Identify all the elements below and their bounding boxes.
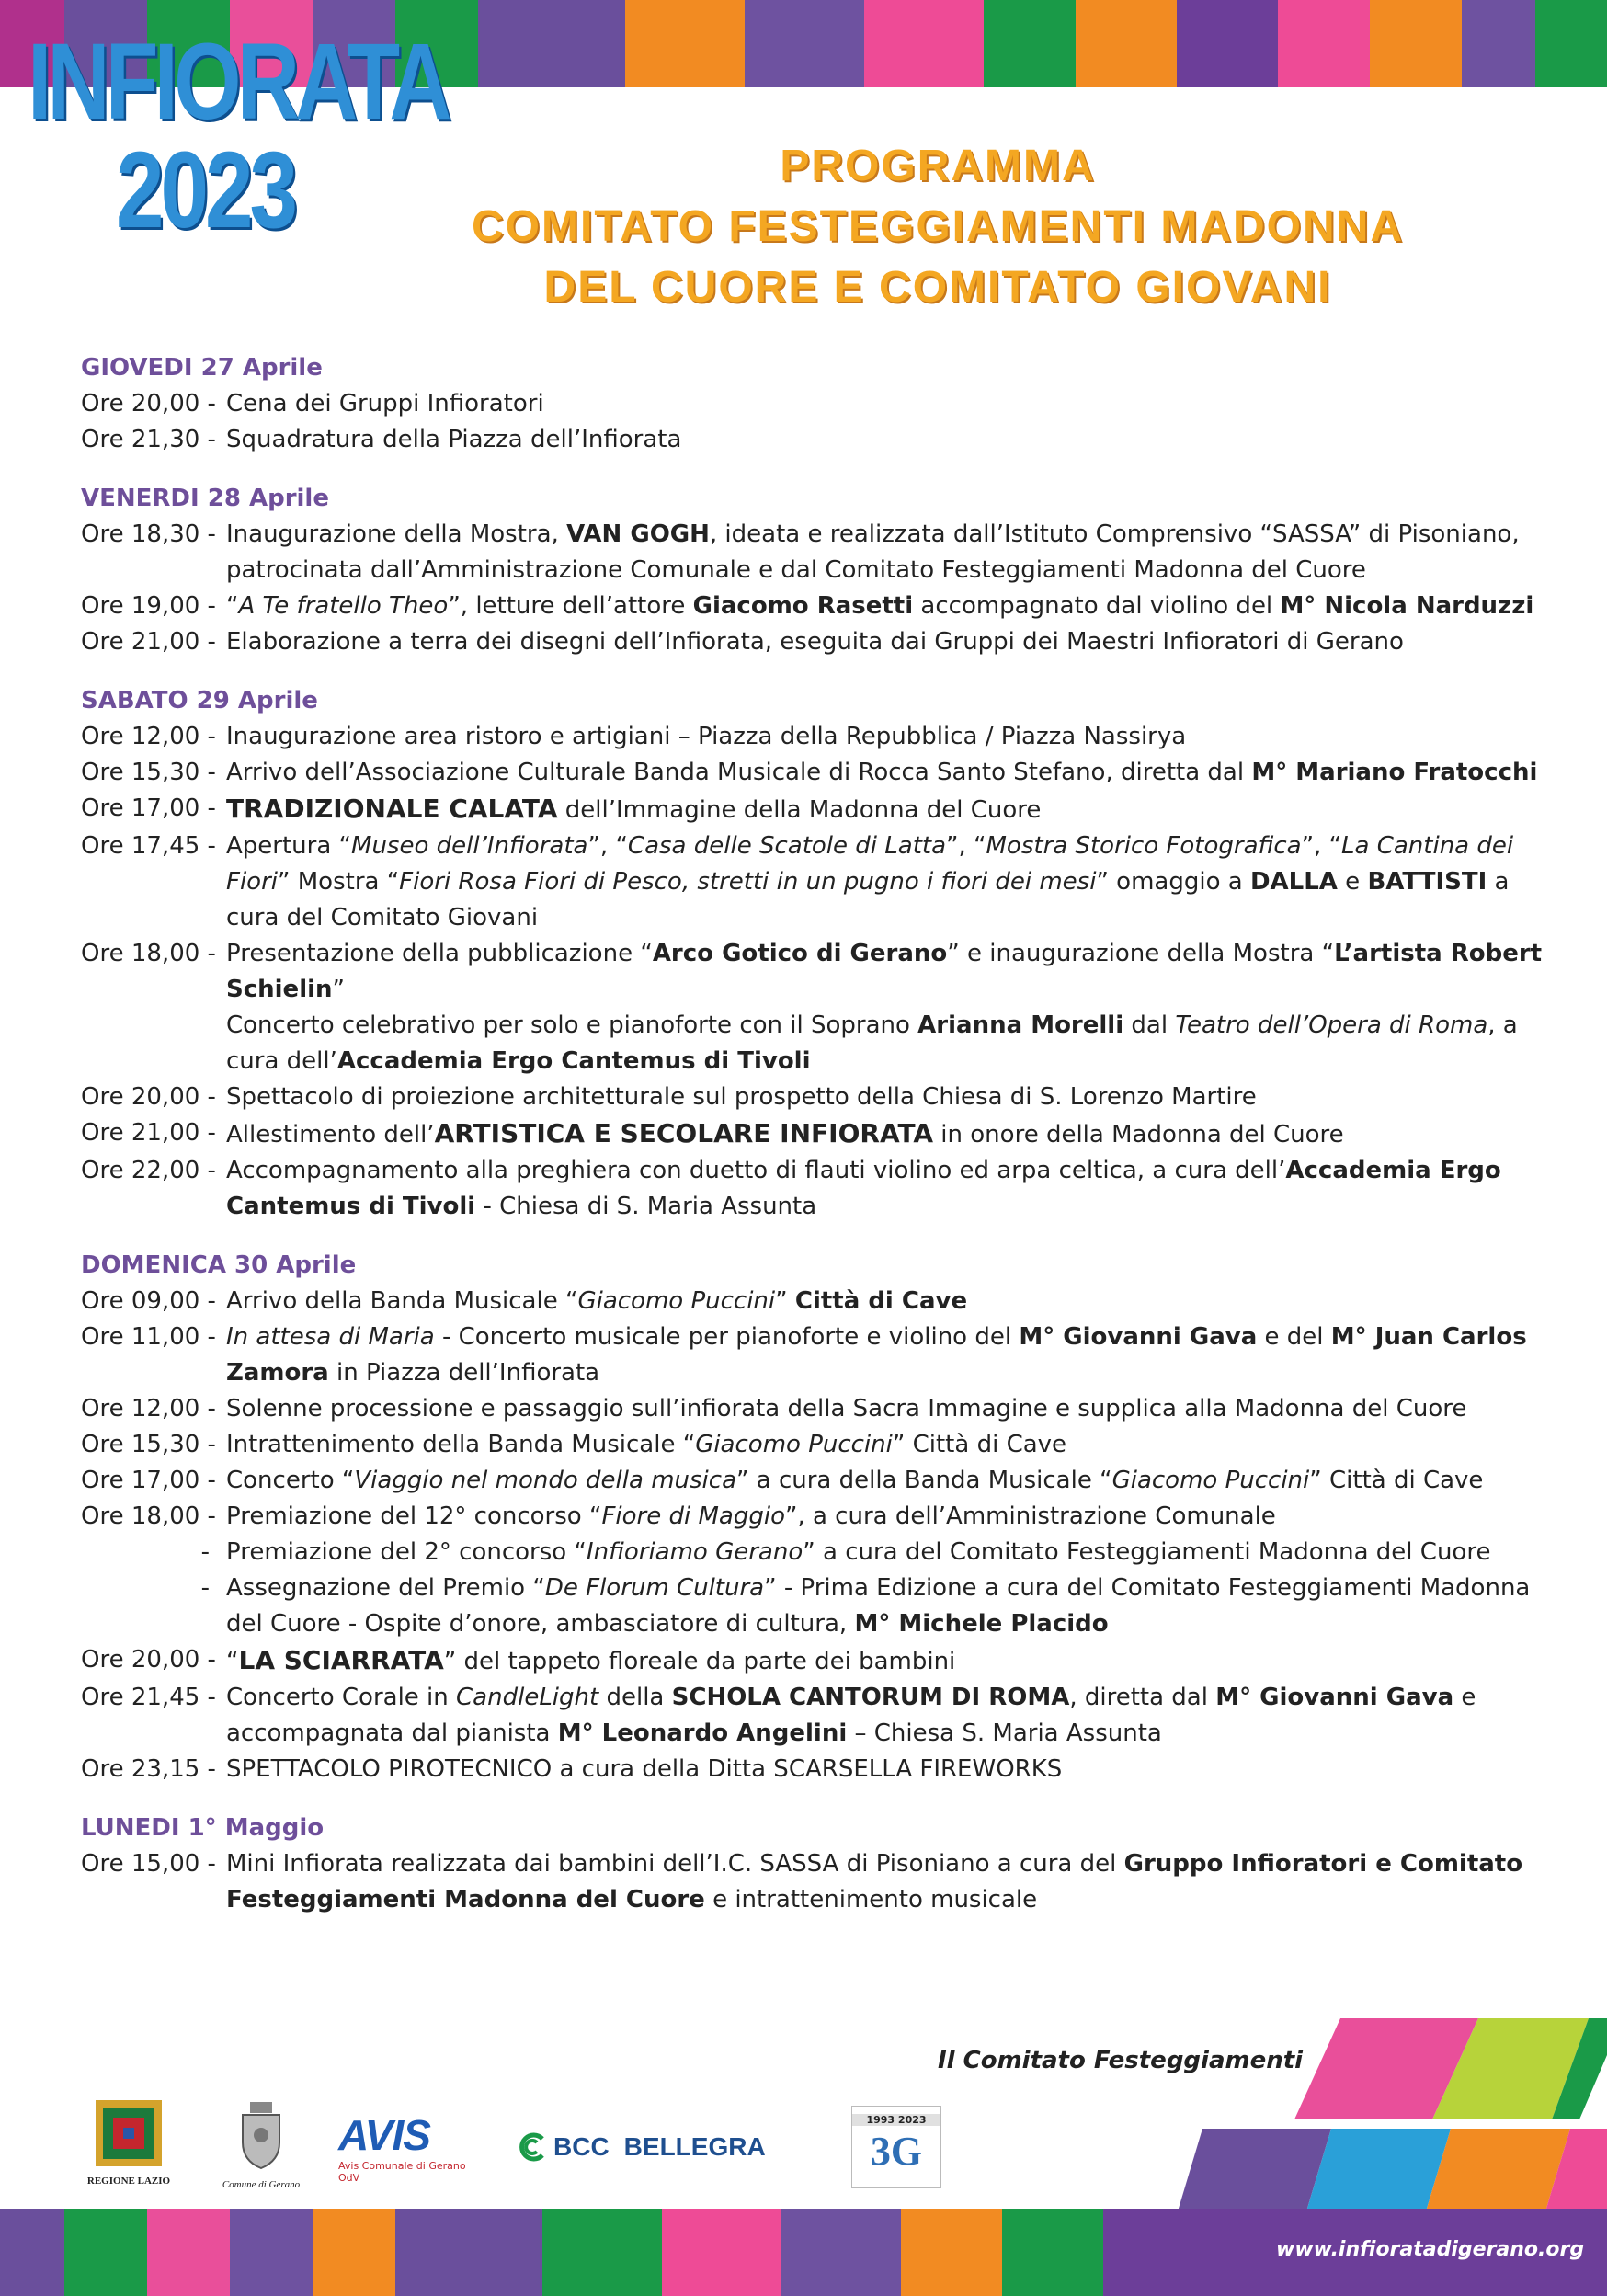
event-text: Viaggio nel mondo della musica [354, 1467, 737, 1494]
event-text: Accompagnamento alla preghiera con duetto di flauti violino ed arpa celtica, a cura dell’ [226, 1157, 1286, 1184]
event-description [226, 1463, 1543, 1499]
event-text: ” [775, 1287, 795, 1315]
event-description [226, 1571, 1543, 1642]
event-row [81, 1571, 1543, 1642]
event-row [81, 588, 1543, 624]
website-url: www.infioratadigerano.org [1276, 2238, 1585, 2261]
event-row [81, 828, 1543, 936]
event-text: M° Leonardo Angelini [557, 1719, 848, 1747]
event-description [226, 828, 1543, 936]
event-text: Mini Infiorata realizzata dai bambini dell’I.C. SASSA di Pisoniano a cura del [226, 1850, 1124, 1878]
event-row [81, 1642, 1543, 1680]
event-text: In attesa di Maria [226, 1323, 435, 1351]
event-text: Spettacolo di proiezione architetturale sul prospetto della Chiesa di S. Lorenzo Martire [226, 1083, 1257, 1111]
event-time: Ore 20,00 - [81, 1646, 216, 1673]
event-text: “ [226, 592, 239, 620]
event-text: ARTISTICA E SECOLARE INFIORATA [434, 1118, 934, 1148]
event-row [81, 1391, 1543, 1427]
event-text: ” [332, 976, 346, 1003]
event-text: M° Juan Carlos Zamora [226, 1323, 1527, 1387]
event-time: Ore 21,00 - [81, 1119, 216, 1147]
event-text: BATTISTI [1367, 868, 1487, 896]
event-text: Arrivo dell’Associazione Culturale Banda Musicale di Rocca Santo Stefano, diretta dal [226, 759, 1252, 786]
day-heading: DOMENICA 30 Aprile [81, 1251, 357, 1279]
day-heading: VENERDI 28 Aprile [81, 485, 329, 512]
event-text: Elaborazione a terra dei disegni dell’Infiorata, eseguita dai Gruppi dei Maestri Infioratori di Gerano [226, 628, 1404, 656]
event-text: LA SCIARRATA [238, 1645, 444, 1675]
event-text: Arrivo della Banda Musicale “ [226, 1287, 578, 1315]
day-section [81, 480, 1543, 660]
event-text: SPETTACOLO PIROTECNICO a cura della Ditta SCARSELLA FIREWORKS [226, 1755, 1063, 1783]
regione-lazio-logo [83, 2096, 184, 2198]
event-text: e del [1257, 1323, 1331, 1351]
event-text: - Concerto musicale per pianoforte e violino del [434, 1323, 1020, 1351]
event-time: Ore 21,00 - [81, 628, 216, 656]
event-text: ” Città di Cave [892, 1431, 1067, 1458]
event-text: Inaugurazione della Mostra, [226, 520, 567, 548]
event-text: Giacomo Puccini [577, 1287, 776, 1315]
event-text: Solenne processione e passaggio sull’infiorata della Sacra Immagine e supplica alla Madonna del Cuore [226, 1395, 1467, 1422]
event-time: Ore 12,00 - [81, 723, 216, 750]
event-time: Ore 09,00 - [81, 1287, 216, 1315]
event-text: M° Giovanni Gava [1019, 1323, 1258, 1351]
event-text: Gruppo Infioratori e Comitato Festeggiamenti Madonna del Cuore [226, 1850, 1523, 1913]
event-text: e intrattenimento musicale [704, 1886, 1038, 1913]
event-description [226, 1115, 1543, 1153]
event-text: , diretta dal [1069, 1684, 1216, 1711]
event-text: Fiore di Maggio [601, 1502, 785, 1530]
title-line-2: COMITATO FESTEGGIAMENTI MADONNA [472, 202, 1404, 251]
event-text: CandleLight [456, 1684, 599, 1711]
event-time: Ore 23,15 - [81, 1755, 216, 1783]
comune-gerano-label: Comune di Gerano [222, 2179, 301, 2190]
event-time: Ore 18,30 - [81, 520, 216, 548]
event-row [81, 1535, 1543, 1571]
event-description [226, 1752, 1543, 1788]
event-time: Ore 17,00 - [81, 1467, 216, 1494]
day-section [81, 682, 1543, 1225]
event-text: ” - Prima Edizione a cura del Comitato Festeggiamenti Madonna del Cuore - Ospite d’onore, ambasciatore di cultura, [226, 1574, 1531, 1638]
event-row [81, 386, 1543, 422]
signature: Il Comitato Festeggiamenti [938, 2047, 1304, 2074]
event-text: Premiazione del 2° concorso “ [226, 1538, 587, 1566]
event-description [226, 588, 1543, 624]
avis-wordmark: AVIS [338, 2111, 430, 2159]
event-time: Ore 15,30 - [81, 1431, 216, 1458]
event-text: in Piazza dell’Infiorata [328, 1359, 600, 1387]
event-text: Giacomo Puccini [695, 1431, 893, 1458]
bellegra-wordmark: BELLEGRA [623, 2132, 766, 2161]
event-text: VAN GOGH [566, 520, 710, 548]
event-row [81, 1319, 1543, 1391]
event-description [226, 1153, 1543, 1225]
event-row [81, 1079, 1543, 1115]
bcc-bellegra-logo [517, 2131, 820, 2163]
event-text: Casa delle Scatole di Latta [627, 832, 947, 860]
event-time: Ore 21,30 - [81, 426, 216, 453]
event-time: Ore 15,30 - [81, 759, 216, 786]
event-text: Città di Cave [794, 1287, 968, 1315]
event-time: Ore 18,00 - [81, 1502, 216, 1530]
anniversary-badge [851, 2106, 941, 2188]
event-description [226, 755, 1543, 791]
title-line-1: PROGRAMMA [780, 142, 1096, 190]
event-row [81, 1499, 1543, 1535]
event-text: M° Mariano Fratocchi [1251, 759, 1538, 786]
event-time: Ore 15,00 - [81, 1850, 216, 1878]
badge-years: 1993 2023 [852, 2114, 940, 2126]
event-program [81, 349, 1543, 1918]
event-time: - [200, 1574, 210, 1602]
event-text: A Te fratello Theo [238, 592, 449, 620]
event-row [81, 1427, 1543, 1463]
program-title [349, 136, 1526, 318]
event-text: Premiazione del 12° concorso “ [226, 1502, 602, 1530]
event-text: ” e inaugurazione della Mostra “ [947, 940, 1335, 967]
event-text: ”, “ [1301, 832, 1342, 860]
event-time: Ore 19,00 - [81, 592, 216, 620]
event-text: Fiori Rosa Fiori di Pesco, stretti in un pugno i fiori dei mesi [399, 868, 1097, 896]
event-text: dal [1123, 1011, 1176, 1039]
event-text: Giacomo Puccini [1111, 1467, 1310, 1494]
event-text: e [1337, 868, 1368, 896]
event-text: M° Nicola Narduzzi [1280, 592, 1534, 620]
event-text: Assegnazione del Premio “ [226, 1574, 545, 1602]
avis-subtitle: Avis Comunale di Gerano OdV [338, 2160, 466, 2184]
event-row [81, 1284, 1543, 1319]
event-text: M° Giovanni Gava [1215, 1684, 1454, 1711]
event-text: ”, a cura dell’Amministrazione Comunale [784, 1502, 1276, 1530]
event-description [226, 936, 1543, 1079]
event-text: ” Mostra “ [278, 868, 400, 896]
event-row [81, 1153, 1543, 1225]
regione-lazio-emblem-icon [83, 2096, 175, 2172]
event-text: , ideata e realizzata dall’Istituto Comprensivo “SASSA” di Pisoniano, patrocinata dall’Amministrazione Comunale e dal Comitato Festeggiamenti Madonna del Cuore [226, 520, 1520, 584]
event-text: Apertura “ [226, 832, 352, 860]
event-text: Infioriamo Gerano [586, 1538, 804, 1566]
event-text: Squadratura della Piazza dell’Infiorata [226, 426, 682, 453]
event-description [226, 719, 1543, 755]
event-row [81, 1463, 1543, 1499]
event-text: Cena dei Gruppi Infioratori [226, 390, 544, 417]
event-text: Arco Gotico di Gerano [652, 940, 948, 967]
event-description [226, 1427, 1543, 1463]
sponsor-logos [83, 2096, 973, 2198]
event-description [226, 1499, 1543, 1535]
event-row [81, 517, 1543, 588]
event-text: Allestimento dell’ [226, 1121, 435, 1148]
event-time: Ore 17,00 - [81, 794, 216, 822]
badge-label: 3G [870, 2129, 923, 2174]
event-time: Ore 11,00 - [81, 1323, 216, 1351]
event-time: Ore 21,45 - [81, 1684, 216, 1711]
event-text: Presentazione della pubblicazione “ [226, 940, 653, 967]
event-row [81, 1752, 1543, 1788]
event-row [81, 1846, 1543, 1918]
event-text: ” Città di Cave [1309, 1467, 1484, 1494]
event-time: Ore 20,00 - [81, 390, 216, 417]
event-description [226, 1319, 1543, 1391]
event-text: Arianna Morelli [917, 1011, 1124, 1039]
event-time: Ore 18,00 - [81, 940, 216, 967]
event-text: ” a cura della Banda Musicale “ [736, 1467, 1112, 1494]
event-description [226, 1284, 1543, 1319]
event-description [226, 1535, 1543, 1571]
event-time: Ore 20,00 - [81, 1083, 216, 1111]
event-description [226, 1680, 1543, 1752]
event-text: dell’Immagine della Madonna del Cuore [557, 796, 1042, 824]
event-text: e accompagnata dal pianista [226, 1684, 1476, 1747]
event-text: Intrattenimento della Banda Musicale “ [226, 1431, 696, 1458]
event-description [226, 386, 1543, 422]
avis-logo [338, 2110, 485, 2184]
day-section [81, 349, 1543, 458]
day-heading: LUNEDI 1° Maggio [81, 1814, 325, 1842]
event-text: Museo dell’Infiorata [351, 832, 588, 860]
event-text: De Florum Cultura [544, 1574, 765, 1602]
event-time: Ore 12,00 - [81, 1395, 216, 1422]
event-text: SCHOLA CANTORUM DI ROMA [671, 1684, 1070, 1711]
comune-gerano-logo [215, 2096, 307, 2198]
event-description [226, 422, 1543, 458]
event-description [226, 1391, 1543, 1427]
event-text: Concerto Corale in [226, 1684, 457, 1711]
event-text: accompagnato dal violino del [913, 592, 1281, 620]
event-text: – Chiesa S. Maria Assunta [847, 1719, 1162, 1747]
event-description [226, 517, 1543, 588]
event-row [81, 719, 1543, 755]
day-section [81, 1810, 1543, 1918]
regione-lazio-label: REGIONE LAZIO [86, 2176, 171, 2187]
event-text: in onore della Madonna del Cuore [933, 1121, 1344, 1148]
event-row [81, 755, 1543, 791]
event-text: , a cura dell’ [226, 1011, 1518, 1075]
event-description [226, 1642, 1543, 1680]
event-text: Teatro dell’Opera di Roma [1175, 1011, 1488, 1039]
event-row [81, 936, 1543, 1079]
event-text: Mostra Storico Fotografica [986, 832, 1302, 860]
event-text: ” omaggio a [1096, 868, 1250, 896]
event-time: Ore 22,00 - [81, 1157, 216, 1184]
event-text: Accademia Ergo Cantemus di Tivoli [226, 1157, 1501, 1220]
event-text: ”, “ [946, 832, 986, 860]
event-row [81, 791, 1543, 828]
day-section [81, 1247, 1543, 1788]
day-heading: SABATO 29 Aprile [81, 687, 318, 714]
logo-year: 2023 [116, 130, 295, 251]
comune-coat-of-arms-icon [215, 2096, 307, 2176]
day-heading: GIOVEDI 27 Aprile [81, 354, 323, 382]
title-line-3: DEL CUORE E COMITATO GIOVANI [543, 263, 1332, 312]
event-description [226, 1079, 1543, 1115]
event-time: Ore 17,45 - [81, 832, 216, 860]
event-text: TRADIZIONALE CALATA [226, 794, 558, 824]
event-text: M° Michele Placido [854, 1610, 1109, 1638]
event-row [81, 422, 1543, 458]
event-text: - Chiesa di S. Maria Assunta [475, 1193, 817, 1220]
event-time: - [200, 1538, 210, 1566]
event-text: ” del tappeto floreale da parte dei bambini [443, 1648, 956, 1675]
event-text: Concerto “ [226, 1467, 355, 1494]
event-text: Accademia Ergo Cantemus di Tivoli [336, 1047, 811, 1075]
event-text: DALLA [1249, 868, 1338, 896]
event-text: della [598, 1684, 672, 1711]
infiorata-logo [28, 21, 448, 251]
bcc-symbol-icon [517, 2131, 548, 2163]
event-row [81, 1680, 1543, 1752]
logo-word: INFIORATA [28, 21, 448, 143]
event-text: Inaugurazione area ristoro e artigiani – Piazza della Repubblica / Piazza Nassirya [226, 723, 1187, 750]
event-text: “ [226, 1648, 239, 1675]
event-text: Concerto celebrativo per solo e pianoforte con il Soprano [226, 1011, 918, 1039]
event-text: ”, “ [587, 832, 628, 860]
event-text: ”, letture dell’attore [448, 592, 693, 620]
event-row [81, 624, 1543, 660]
event-text: La Cantina dei Fiori [226, 832, 1514, 896]
event-text: a cura del Comitato Giovani [226, 868, 1510, 931]
event-description [226, 1846, 1543, 1918]
event-text: ” a cura del Comitato Festeggiamenti Madonna del Cuore [803, 1538, 1491, 1566]
event-description [226, 791, 1543, 828]
event-text: L’artista Robert Schielin [226, 940, 1543, 1003]
event-description [226, 624, 1543, 660]
event-text: Giacomo Rasetti [692, 592, 914, 620]
bcc-wordmark: BCC [553, 2132, 610, 2161]
event-row [81, 1115, 1543, 1153]
